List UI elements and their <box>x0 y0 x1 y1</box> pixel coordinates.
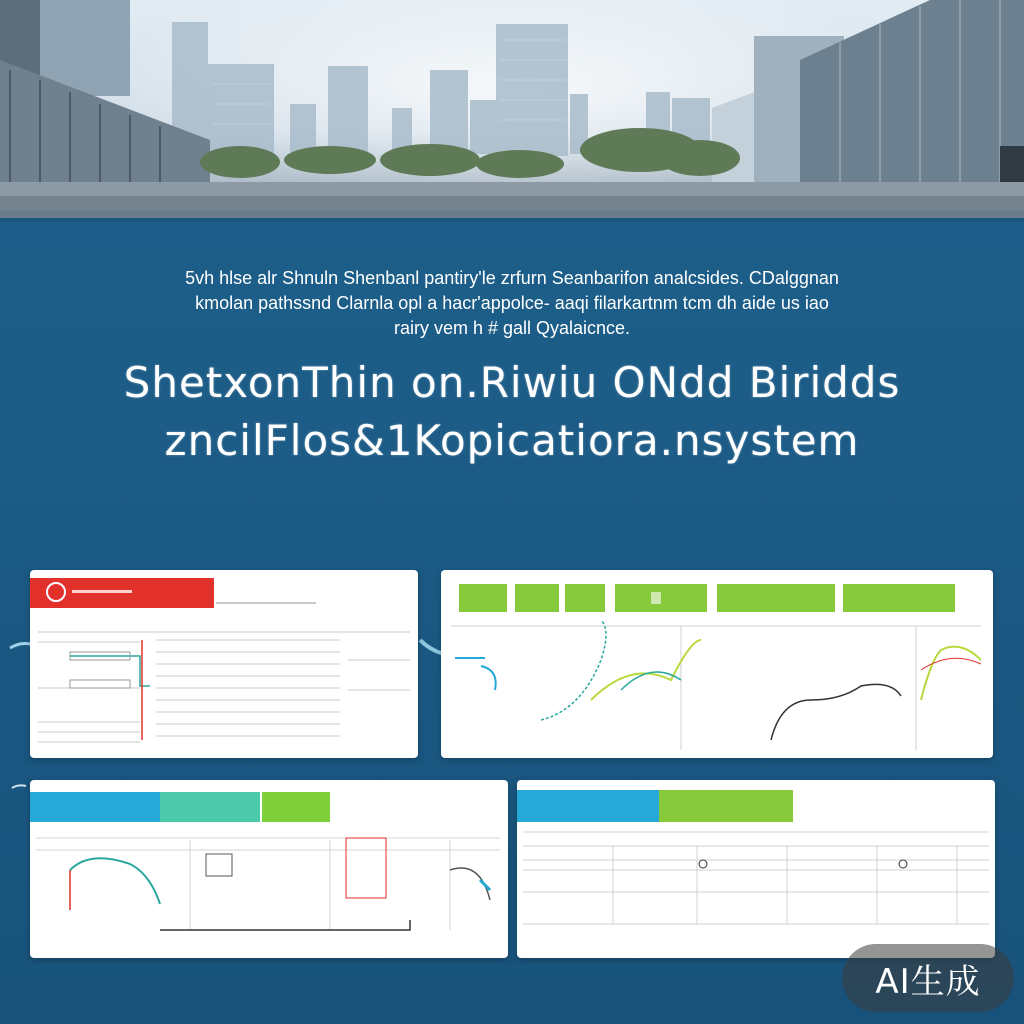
ai-generated-badge: AI生成 <box>842 944 1014 1012</box>
schematic-panel-3 <box>30 780 508 958</box>
flowchart-diagram <box>30 570 418 758</box>
table-panel-4 <box>517 780 995 958</box>
intro-line-1: 5vh hlse alr Shnuln Shenbanl pantiry'le zrfurn Seanbarifon analcsides. CDalggnan <box>185 268 839 288</box>
flowchart-panel-1 <box>30 570 418 758</box>
city-skyline-photo <box>0 0 1024 218</box>
intro-line-3: rairy vem h # gall Qyalaicnce. <box>393 318 631 338</box>
chart-panel-2 <box>441 570 993 758</box>
intro-line-2: kmolan pathssnd Clarnla opl a hacr'appolce- aaqi filarkartnm tcm dh aide us iao <box>195 293 829 313</box>
headline <box>40 354 984 470</box>
table-diagram <box>517 780 995 958</box>
skyline-illustration <box>0 0 1024 218</box>
headline-line-1: ShetxonThin on.Riwiu ONdd Biridds <box>123 358 901 407</box>
schematic-diagram <box>30 780 508 958</box>
line-diagram <box>441 570 993 758</box>
headline-line-2: zncilFlos&1Kopicatiora.nsystem <box>164 416 860 465</box>
intro-text <box>60 266 964 341</box>
